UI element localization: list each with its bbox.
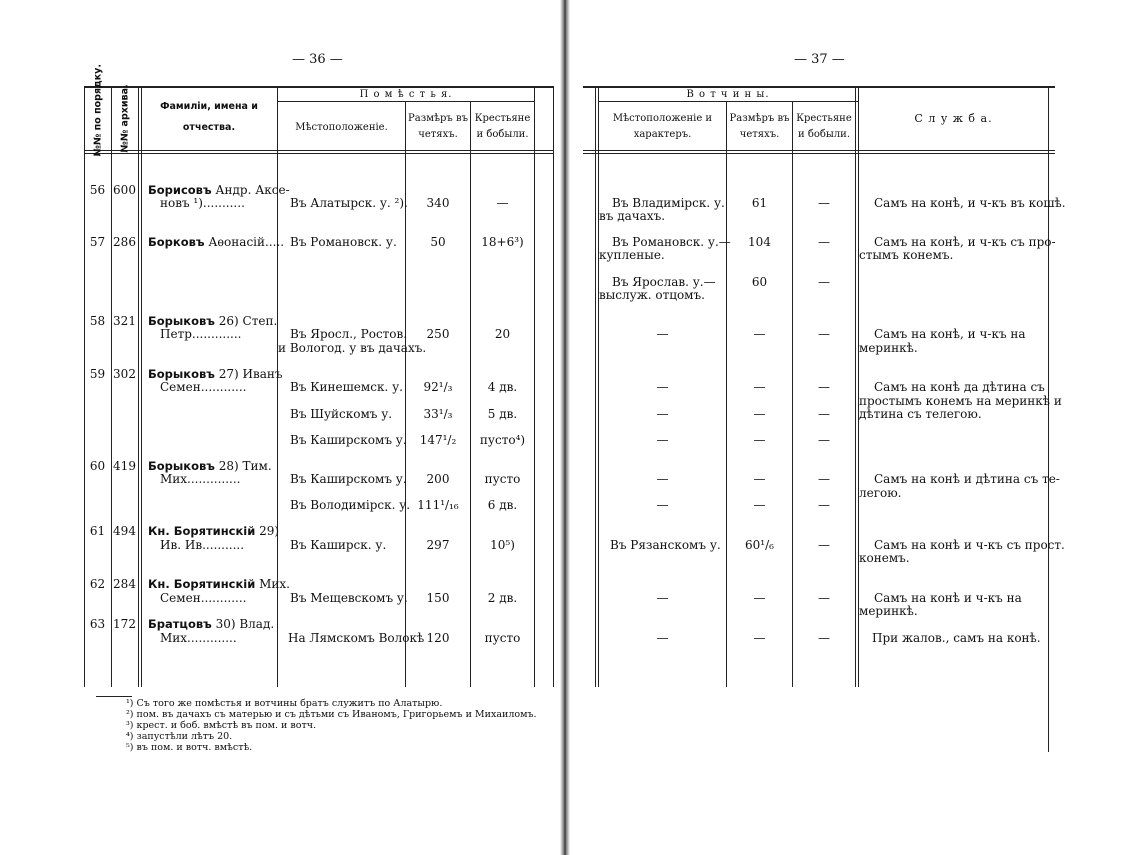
col-divider <box>138 87 139 687</box>
votchina-peasants: — <box>818 380 830 394</box>
service-text: Самъ на конѣ да дѣтина съ <box>874 380 1045 394</box>
votchina-peasants: — <box>818 235 830 249</box>
service-text-cont: простымъ конемъ на меринкѣ и <box>859 394 1062 408</box>
service-text: Самъ на конѣ и ч-къ на <box>874 591 1022 605</box>
service-text: При жалов., самъ на конѣ. <box>872 631 1041 645</box>
estate-location-cont: и Вологод. у въ дачахъ. <box>278 341 427 355</box>
service-text-cont: дѣтина съ телегою. <box>859 407 982 421</box>
estate-peasants: 2 дв. <box>487 591 518 605</box>
header-bottom-rule <box>583 150 1055 151</box>
person-name-cont: Ив. Ив........... <box>160 538 245 552</box>
col-divider <box>141 87 142 687</box>
header-votchiny: В о т ч и н ы. <box>686 89 770 100</box>
votchina-size: — <box>753 631 766 645</box>
col-divider <box>855 87 856 687</box>
person-name: Борыковъ 27) Иванъ <box>148 367 283 381</box>
seq-no: 59 <box>89 367 106 381</box>
seq-no: 61 <box>89 524 106 538</box>
col-divider <box>84 87 85 687</box>
votchina-location: Въ Рязанскомъ у. <box>610 538 721 552</box>
votchina-peasants: — <box>818 433 830 447</box>
votchina-peasants: — <box>818 538 830 552</box>
col-divider <box>111 87 112 687</box>
votchina-location: — <box>656 498 669 512</box>
col-divider <box>553 87 554 687</box>
votchina-peasants: — <box>818 472 830 486</box>
service-text: Самъ на конѣ, и ч-къ въ кошѣ. <box>874 196 1066 210</box>
votchina-size: — <box>753 498 766 512</box>
votchina-location: — <box>656 433 669 447</box>
footnote-4: ⁴) запустѣли лѣтъ 20. <box>126 731 233 742</box>
seq-no: 63 <box>89 617 106 631</box>
service-text-cont: меринкѣ. <box>859 341 918 355</box>
estate-location: Въ Володимірск. у. <box>290 498 411 512</box>
footnote-1: ¹) Съ того же помѣстья и вотчины братъ служитъ по Алатырю. <box>126 698 443 709</box>
seq-no: 62 <box>89 577 106 591</box>
votchina-location: — <box>656 631 669 645</box>
book-spine <box>560 0 570 855</box>
estate-size: 147¹/₂ <box>419 433 457 447</box>
estate-location: Въ Алатырск. у. ²). <box>290 196 408 210</box>
service-text-cont: конемъ. <box>859 551 910 565</box>
estate-peasants: пусто <box>484 631 521 645</box>
pomestya-underline <box>278 101 534 102</box>
service-text-cont: меринкѣ. <box>859 604 918 618</box>
footnote-3: ³) крест. и боб. вмѣстѣ въ пом. и вотч. <box>126 720 316 731</box>
estate-peasants: 20 <box>494 327 511 341</box>
votchina-location-cont: купленые. <box>599 248 665 262</box>
col-divider <box>277 87 278 687</box>
estate-location: Въ Кинешемск. у. <box>290 380 403 394</box>
estate-peasants: 18+6³) <box>481 235 524 249</box>
header-size-1: Размѣръ въ <box>729 113 790 124</box>
service-text-cont: стымъ конемъ. <box>859 248 954 262</box>
estate-location: Въ Каширскомъ у. <box>290 472 407 486</box>
estate-size: 297 <box>426 538 450 552</box>
footnote-2: ²) пом. въ дачахъ съ матерью и съ дѣтьми съ Иваномъ, Григорьемъ и Михаиломъ. <box>126 709 537 720</box>
votchina-location: — <box>656 380 669 394</box>
person-name-cont: Семен............ <box>160 591 247 605</box>
votchina-location: — <box>656 472 669 486</box>
page-number-right: — 37 — <box>794 52 845 67</box>
estate-peasants: пусто⁴) <box>479 433 526 447</box>
person-name: Борыковъ 26) Степ. <box>148 314 278 328</box>
service-text: Самъ на конѣ, и ч-къ на <box>874 327 1026 341</box>
person-name: Кн. Борятинскій 29) <box>148 524 280 538</box>
votchina-location-cont: въ дачахъ. <box>599 209 666 223</box>
estate-peasants: пусто <box>484 472 521 486</box>
footnote-rule <box>96 696 132 697</box>
votchina-size: — <box>753 407 766 421</box>
header-name-2: отчества. <box>182 122 236 133</box>
person-name: Борковъ Аѳонасій..... <box>148 235 285 249</box>
estate-location: Въ Каширск. у. <box>290 538 387 552</box>
header-pomestya: П о м ѣ с т ь я. <box>359 89 453 100</box>
archive-no: 419 <box>113 459 136 473</box>
header-size-2: четяхъ. <box>739 129 780 140</box>
votchina-size: — <box>753 327 766 341</box>
votchina-size: — <box>753 380 766 394</box>
votchina-size: 60¹/₆ <box>745 538 774 552</box>
person-name-cont: новъ ¹)........... <box>160 196 245 210</box>
archive-no: 321 <box>113 314 136 328</box>
votchina-peasants: — <box>818 327 830 341</box>
col-divider <box>1048 87 1049 752</box>
estate-size: 340 <box>426 196 450 210</box>
votchina-peasants: — <box>818 631 830 645</box>
service-text: Самъ на конѣ и ч-къ съ прост. <box>874 538 1065 552</box>
votchina-size: — <box>753 591 766 605</box>
header-peasants-1: Крестьяне <box>474 113 531 124</box>
service-text-cont: легою. <box>859 486 902 500</box>
header-size-2: четяхъ. <box>418 129 458 140</box>
person-name: Братцовъ 30) Влад. <box>148 617 275 631</box>
estate-peasants: 10⁵) <box>490 538 515 552</box>
person-name: Борисовъ Андр. Аксе- <box>148 183 290 197</box>
votchina-size: 104 <box>748 235 771 249</box>
header-peasants-2: и бобыли. <box>797 129 851 140</box>
person-name-cont: Мих............. <box>160 631 237 645</box>
estate-peasants: — <box>496 196 509 210</box>
votchina-peasants: — <box>818 591 830 605</box>
archive-no: 600 <box>113 183 136 197</box>
estate-location: Въ Каширскомъ у. <box>290 433 407 447</box>
person-name-cont: Петр............. <box>160 327 242 341</box>
estate-peasants: 6 дв. <box>487 498 518 512</box>
votchina-size: — <box>753 472 766 486</box>
header-peasants-2: и бобыли. <box>476 129 529 140</box>
person-name: Кн. Борятинскій Мих. <box>148 577 290 591</box>
estate-location: Въ Шуйскомъ у. <box>290 407 393 421</box>
col-divider <box>534 87 535 687</box>
estate-location: Въ Мещевскомъ у. <box>290 591 408 605</box>
estate-peasants: 5 дв. <box>487 407 518 421</box>
seq-no: 58 <box>89 314 106 328</box>
archive-no: 172 <box>113 617 136 631</box>
estate-location: На Лямскомъ Волокѣ <box>288 631 425 645</box>
col-divider <box>858 87 859 687</box>
estate-peasants: 4 дв. <box>487 380 518 394</box>
votchina-size: 60 <box>751 275 768 289</box>
votchina-location: — <box>656 327 669 341</box>
votchina-location: Въ Романовск. у.— <box>612 235 731 249</box>
votchina-peasants: — <box>818 196 830 210</box>
person-name: Борыковъ 28) Тим. <box>148 459 272 473</box>
estate-location: Въ Романовск. у. <box>290 235 397 249</box>
estate-size: 92¹/₃ <box>423 380 453 394</box>
person-name-cont: Семен............ <box>160 380 247 394</box>
votchina-peasants: — <box>818 275 830 289</box>
col-divider <box>595 87 596 687</box>
votchina-size: — <box>753 433 766 447</box>
votchina-peasants: — <box>818 407 830 421</box>
header-peasants-1: Крестьяне <box>796 113 852 124</box>
archive-no: 286 <box>113 235 136 249</box>
header-service: С л у ж б а. <box>914 112 993 125</box>
votchina-location: Въ Владимірск. у. <box>612 196 725 210</box>
page-number-left: — 36 — <box>292 52 343 67</box>
header-location: Мѣстоположеніе. <box>295 122 388 133</box>
seq-no: 57 <box>89 235 106 249</box>
header-bottom-rule-2 <box>84 153 554 154</box>
header-bottom-rule-2 <box>583 153 1055 154</box>
seq-no: 60 <box>89 459 106 473</box>
header-location-1: Мѣстоположеніе и <box>612 113 713 124</box>
estate-size: 33¹/₃ <box>423 407 453 421</box>
votchina-location: — <box>656 591 669 605</box>
votchina-location-cont: выслуж. отцомъ. <box>599 288 705 302</box>
estate-size: 50 <box>430 235 446 249</box>
votchina-size: 61 <box>751 196 768 210</box>
estate-size: 250 <box>426 327 450 341</box>
votchina-peasants: — <box>818 498 830 512</box>
estate-size: 111¹/₁₆ <box>417 498 459 512</box>
header-location-2: характеръ. <box>633 129 692 140</box>
votchina-location: Въ Ярослав. у.— <box>612 275 716 289</box>
header-archive-no: №№ архива. <box>119 84 131 153</box>
estate-location: Въ Яросл., Ростов. <box>290 327 408 341</box>
estate-size: 200 <box>426 472 450 486</box>
service-text: Самъ на конѣ, и ч-къ съ про- <box>874 235 1056 249</box>
header-seq-no: №№ по порядку. <box>92 64 104 157</box>
header-name-1: Фамиліи, имена и <box>160 101 258 112</box>
votchina-location: — <box>656 407 669 421</box>
estate-size: 120 <box>426 631 450 645</box>
votchiny-underline <box>598 101 858 102</box>
archive-no: 302 <box>113 367 136 381</box>
estate-size: 150 <box>426 591 450 605</box>
archive-no: 284 <box>113 577 136 591</box>
header-size-1: Размѣръ въ <box>408 113 468 124</box>
service-text: Самъ на конѣ и дѣтина съ те- <box>874 472 1060 486</box>
archive-no: 494 <box>113 524 136 538</box>
seq-no: 56 <box>89 183 106 197</box>
person-name-cont: Мих.............. <box>160 472 241 486</box>
header-bottom-rule <box>84 150 554 151</box>
footnote-5: ⁵) въ пом. и вотч. вмѣстѣ. <box>126 742 253 753</box>
